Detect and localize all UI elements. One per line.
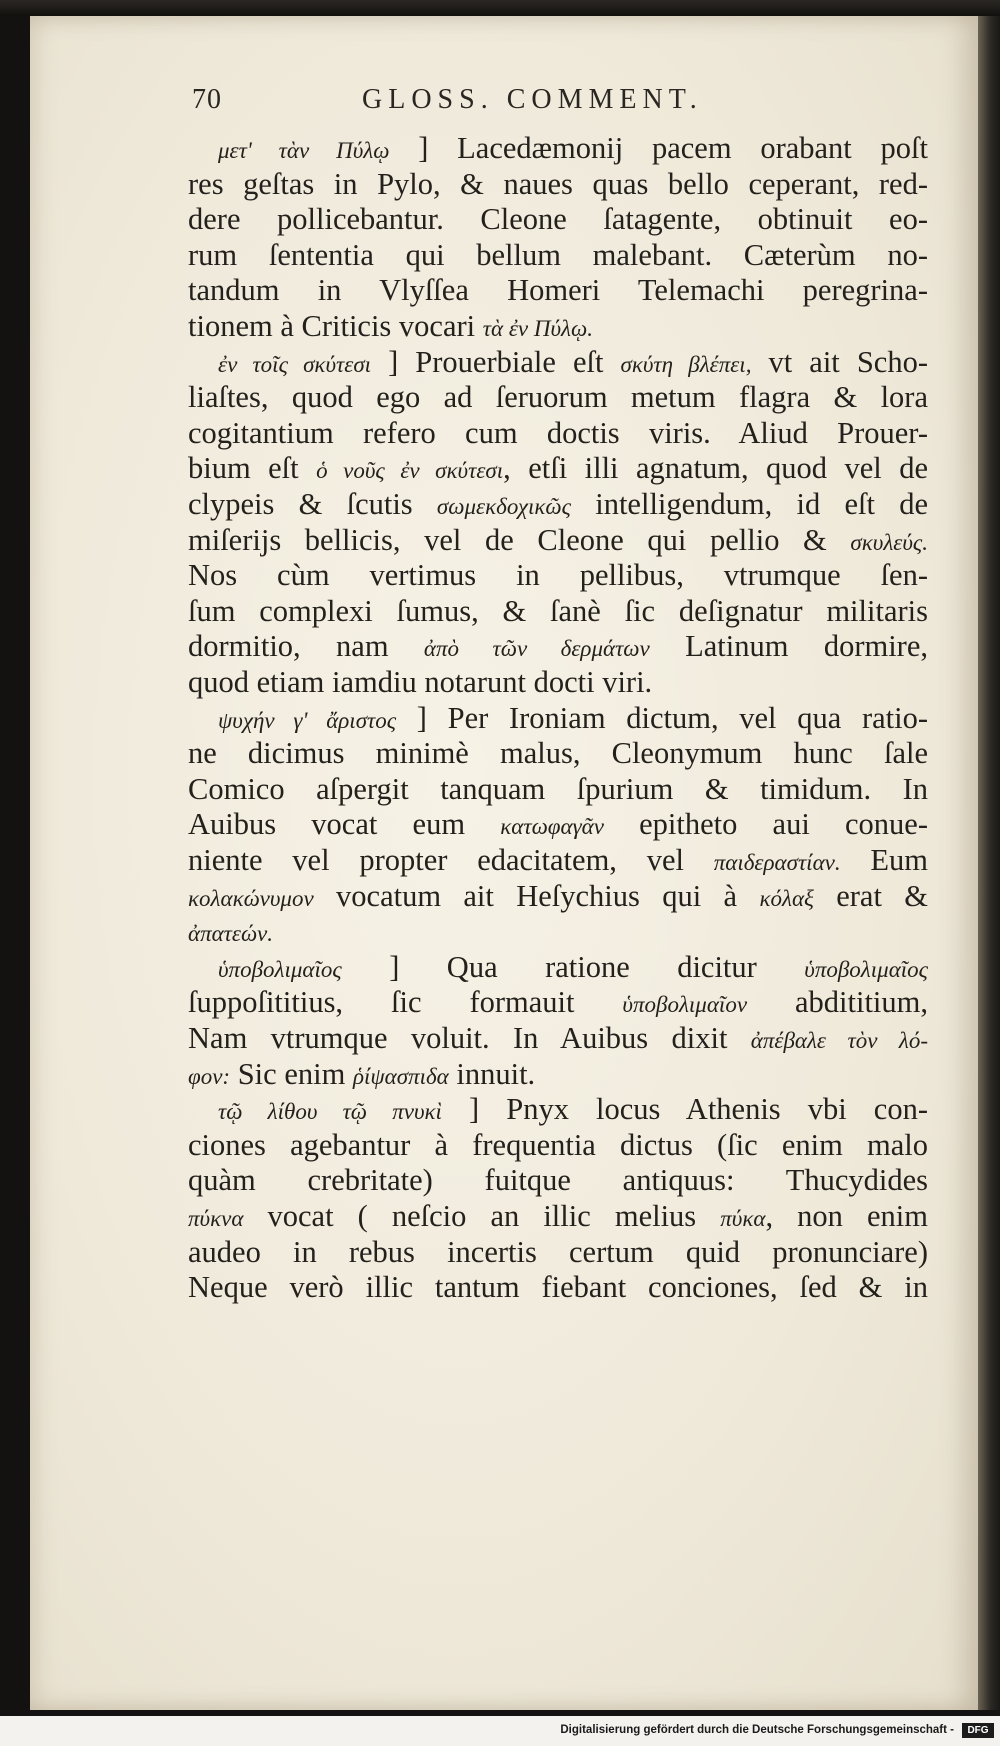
latin-text: dere pollicebantur. Cleone ſatagente, obtinuit eo- [188,202,928,237]
greek-phrase: ἐν τοῖς σκύτεσι [218,351,372,377]
latin-text: res geſtas in Pylo, & naues quas bello ceperant, red- [188,166,928,201]
greek-phrase: πύκνα [188,1206,244,1231]
greek-phrase: κολακώνυμον [188,885,314,911]
latin-text: ſum complexi ſumus, & ſanè ſic deſignatur militaris [188,593,928,628]
running-header [192,84,752,128]
text-line [188,911,928,951]
greek-phrase: ὑποβολιμαῖος [218,956,342,982]
greek-phrase: ἀπέβαλε τὸν λό- [750,1028,928,1053]
text-line [188,128,928,168]
text-line [188,342,928,382]
latin-text: Neque verò illic tantum fiebant conciones, ſed & in [188,1270,928,1305]
latin-text: , etſi illi agnatum, quod vel de [503,451,928,486]
latin-text: cogitantium refero cum doctis viris. Aliud Prouer- [188,415,928,450]
latin-text: bium eſt [188,451,317,486]
latin-text: quàm crebritate) fuitque antiquus: Thucydides [188,1163,928,1198]
latin-text: ] Prouerbiale eſt [371,344,621,379]
greek-phrase: παιδεραστίαν. [713,850,841,875]
greek-phrase: τὰ ἐν Πύλῳ. [482,316,593,341]
text-line [188,840,928,880]
scan-background-top [0,0,1000,16]
text-line [188,876,928,916]
greek-phrase: ὑποβολιμαῖος [804,956,928,982]
latin-text: Nam vtrumque voluit. In Auibus dixit [188,1021,751,1055]
latin-text: erat & [813,878,928,913]
text-line [188,164,928,204]
greek-phrase: φον: [188,1063,231,1089]
text-line [188,1232,928,1272]
latin-text: miſerijs bellicis, vel de Cleone qui pellio & [188,522,851,557]
latin-text: intelligendum, id eſt de [571,487,928,521]
greek-phrase: σκυλεύς. [850,529,928,555]
latin-text: vocat ( neſcio an illic melius [243,1199,721,1233]
greek-phrase: σωμεκδοχικῶς [436,494,571,519]
text-line [188,1267,928,1307]
latin-text: Latinum dormire, [649,629,928,664]
text-line [188,733,928,773]
dfg-logo: DFG [962,1723,994,1738]
latin-text: ſuppoſititius, ſic formauit [188,985,623,1020]
latin-text: ] Qua ratione dicitur [341,949,805,984]
text-line [188,199,928,239]
latin-text: quod etiam iamdiu notarunt docti viri. [188,665,653,699]
greek-phrase: ἀπατεών. [188,921,273,947]
latin-text: Sic enim [230,1056,353,1091]
text-line [188,1054,928,1094]
latin-text: liaſtes, quod ego ad ſeruorum metum flagra & lora [188,380,928,415]
digitization-footer [0,1716,1000,1746]
text-line [188,591,928,631]
text-line [188,947,928,987]
latin-text: Nos cùm vertimus in pellibus, vtrumque ſen- [188,558,928,593]
latin-text: innuit. [448,1056,536,1091]
text-line [188,1160,928,1200]
latin-text: clypeis & ſcutis [188,487,437,521]
greek-phrase: κόλαξ [759,885,814,911]
text-line [188,270,928,310]
text-line [188,1125,928,1165]
text-line [188,982,928,1022]
latin-text: epitheto aui conue- [603,807,928,842]
text-line [188,235,928,275]
latin-text: ciones agebantur à frequentia dictus (ſic enim malo [188,1127,928,1162]
page-number: 70 [192,84,222,115]
funding-credit: Digitalisierung gefördert durch die Deutsche Forschungsgemeinschaft - [560,1724,954,1736]
latin-text: dormitio, nam [188,629,424,664]
text-line [188,484,928,524]
latin-text: tandum in Vlyſſea Homeri Telemachi peregrina- [188,273,928,308]
latin-text: Eum [840,843,928,877]
latin-text: niente vel propter edacitatem, vel [188,843,714,877]
greek-phrase: ὑποβολιμαῖον [622,992,748,1018]
latin-text: audeo in rebus incertis certum quid pronunciare) [188,1234,928,1269]
text-line [188,698,928,738]
text-line [188,1089,928,1129]
latin-text: rum ſententia qui bellum malebant. Cæterùm no- [188,237,928,272]
latin-text: ] Lacedæmonij pacem orabant poſt [389,131,929,165]
latin-text: vt ait Scho- [751,344,928,379]
greek-phrase: τῷ λίθου τῷ πνυκὶ [218,1099,442,1125]
greek-phrase: κατωφαγᾶν [500,814,604,840]
latin-text: Comico aſpergit tanquam ſpurium & timidum. In [188,771,928,806]
greek-phrase: ὁ νοῦς ἐν σκύτεσι [316,458,504,484]
latin-text: abdititium, [747,985,928,1020]
running-head-title: GLOSS. COMMENT. [362,84,703,115]
text-line [188,555,928,595]
text-line [188,413,928,453]
greek-phrase: πύκα [720,1206,766,1231]
text-line [188,626,928,666]
latin-text: ] Per Ironiam dictum, vel qua ratio- [396,700,928,735]
text-line [188,448,928,488]
text-line [188,520,928,560]
text-line [188,306,928,346]
greek-phrase: σκύτη βλέπει, [620,351,752,377]
latin-text: ne dicimus minimè malus, Cleonymum hunc ſale [188,736,928,771]
text-line [188,804,928,844]
text-line [188,377,928,417]
latin-text: ] Pnyx locus Athenis vbi con- [441,1092,928,1127]
greek-phrase: μετ' τὰν Πύλῳ [218,138,390,163]
text-line [188,769,928,809]
text-line [188,662,928,702]
book-edge [978,16,1000,1710]
latin-text: tionem à Criticis vocari [188,309,483,343]
greek-phrase: ἀπὸ τῶν δερμάτων [423,636,650,662]
greek-phrase: ῥίψασπιδα [352,1063,449,1089]
greek-phrase: ψυχήν γ' ἄριστος [218,707,397,733]
text-line [188,1196,928,1236]
latin-text: , non enim [765,1199,928,1233]
latin-text: vocatum ait Heſychius qui à [313,878,760,913]
latin-text: Auibus vocat eum [188,807,501,842]
text-line [188,1018,928,1058]
